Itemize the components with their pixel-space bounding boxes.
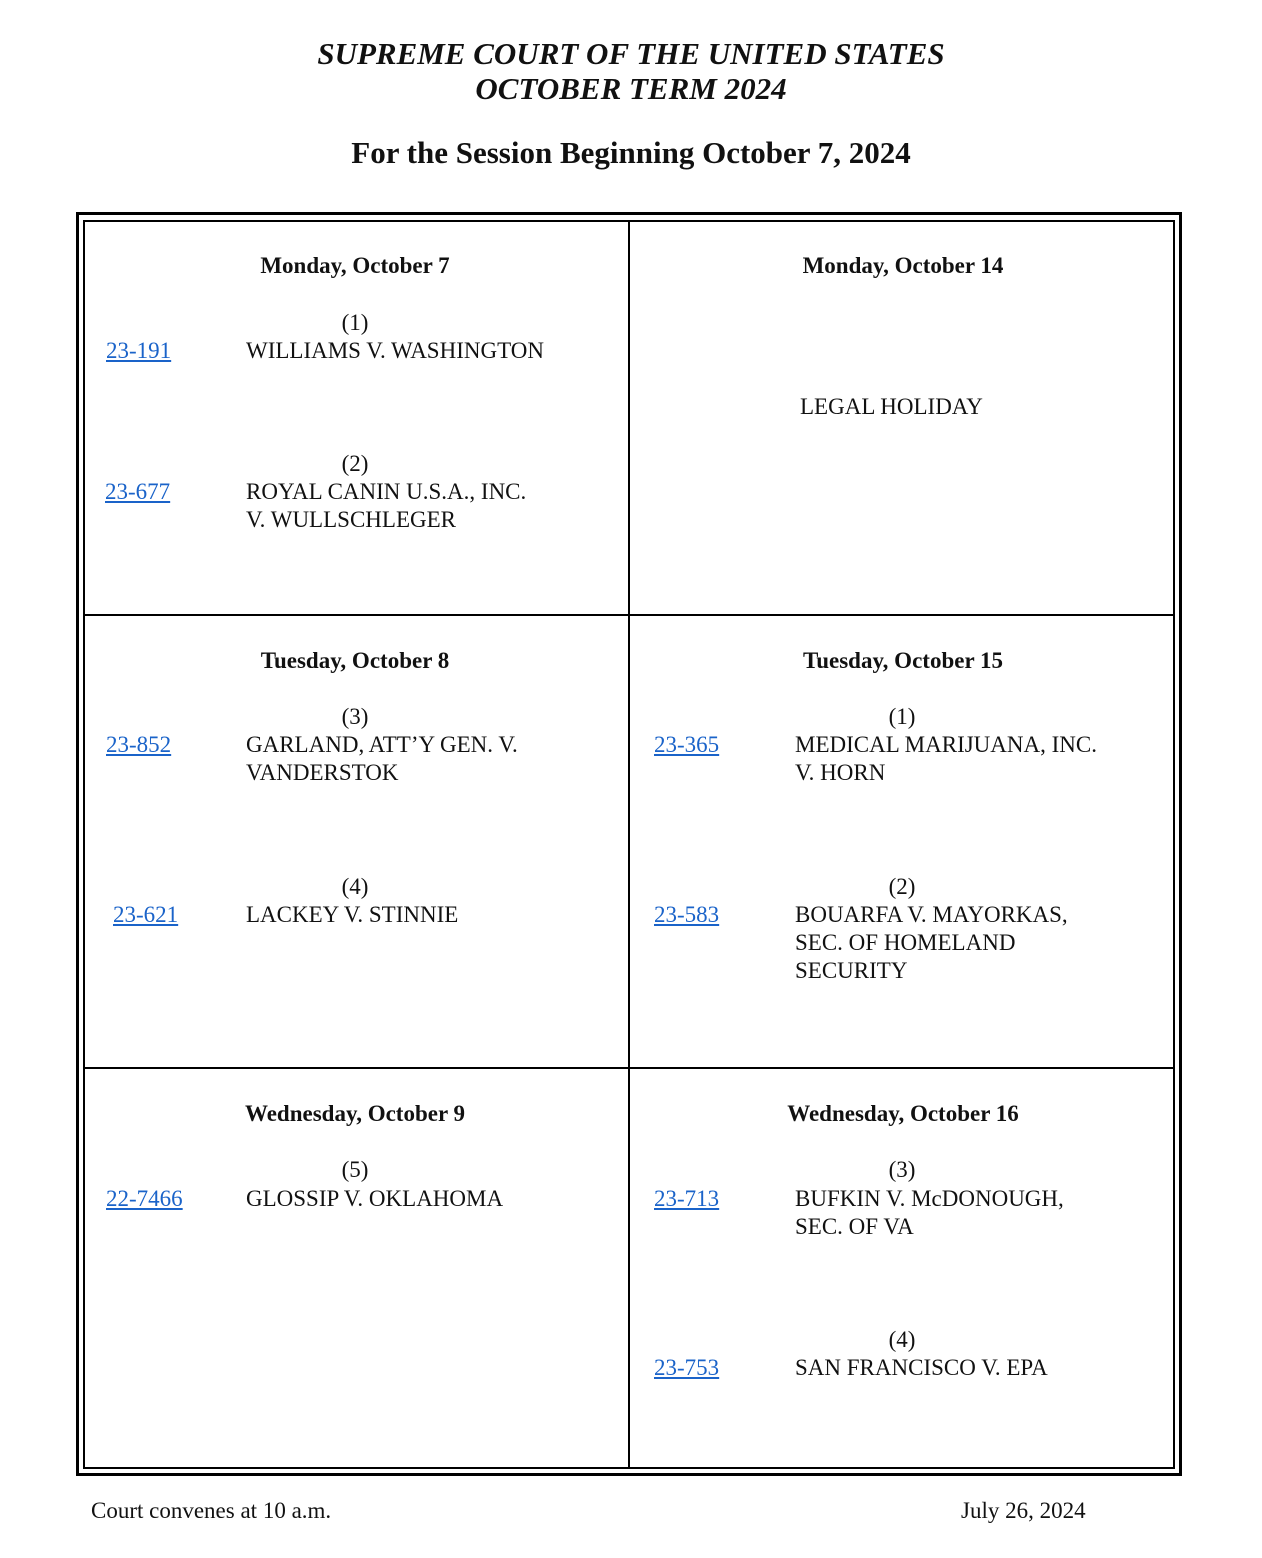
case-name: GARLAND, ATT’Y GEN. V. VANDERSTOK: [246, 732, 518, 785]
docket-link[interactable]: 23-621: [113, 902, 179, 927]
case-name: WILLIAMS V. WASHINGTON: [246, 338, 544, 363]
term-title: OCTOBER TERM 2024: [475, 71, 787, 106]
row-divider: [83, 1067, 1175, 1069]
day-heading: Tuesday, October 15: [802, 648, 1003, 673]
case-order: (3): [888, 1157, 916, 1182]
legal-holiday-note: LEGAL HOLIDAY: [800, 394, 983, 419]
release-date: July 26, 2024: [961, 1498, 1086, 1523]
case-order: (4): [888, 1327, 916, 1352]
day-heading: Monday, October 7: [260, 253, 450, 278]
case-name: GLOSSIP V. OKLAHOMA: [246, 1186, 504, 1211]
case-order: (3): [341, 704, 369, 729]
case-order: (1): [341, 310, 369, 335]
case-order: (5): [341, 1157, 369, 1182]
session-subtitle: For the Session Beginning October 7, 2024: [351, 135, 911, 170]
docket-link[interactable]: 22-7466: [106, 1186, 183, 1211]
convene-time-note: Court convenes at 10 a.m.: [91, 1498, 332, 1523]
case-order: (2): [888, 874, 916, 899]
day-heading: Wednesday, October 9: [244, 1101, 465, 1126]
court-title: SUPREME COURT OF THE UNITED STATES: [317, 36, 945, 71]
docket-link[interactable]: 23-677: [105, 479, 171, 504]
case-name: MEDICAL MARIJUANA, INC. V. HORN: [795, 732, 1097, 785]
row-divider: [83, 614, 1175, 616]
case-order: (2): [341, 451, 369, 476]
docket-link[interactable]: 23-365: [654, 732, 720, 757]
case-name: ROYAL CANIN U.S.A., INC. V. WULLSCHLEGER: [246, 479, 527, 532]
case-order: (4): [341, 874, 369, 899]
case-name: LACKEY V. STINNIE: [246, 902, 459, 927]
day-heading: Tuesday, October 8: [260, 648, 450, 673]
docket-link[interactable]: 23-753: [654, 1355, 720, 1380]
column-divider: [628, 220, 630, 1469]
docket-link[interactable]: 23-583: [654, 902, 720, 927]
docket-link[interactable]: 23-852: [106, 732, 172, 757]
docket-link[interactable]: 23-191: [106, 338, 172, 363]
docket-link[interactable]: 23-713: [654, 1186, 720, 1211]
case-name: BUFKIN V. McDONOUGH, SEC. OF VA: [795, 1186, 1064, 1239]
case-order: (1): [888, 704, 916, 729]
case-name: BOUARFA V. MAYORKAS, SEC. OF HOMELAND SECURITY: [795, 902, 1068, 983]
day-heading: Wednesday, October 16: [787, 1101, 1019, 1126]
case-name: SAN FRANCISCO V. EPA: [795, 1355, 1048, 1380]
day-heading: Monday, October 14: [802, 253, 1004, 278]
